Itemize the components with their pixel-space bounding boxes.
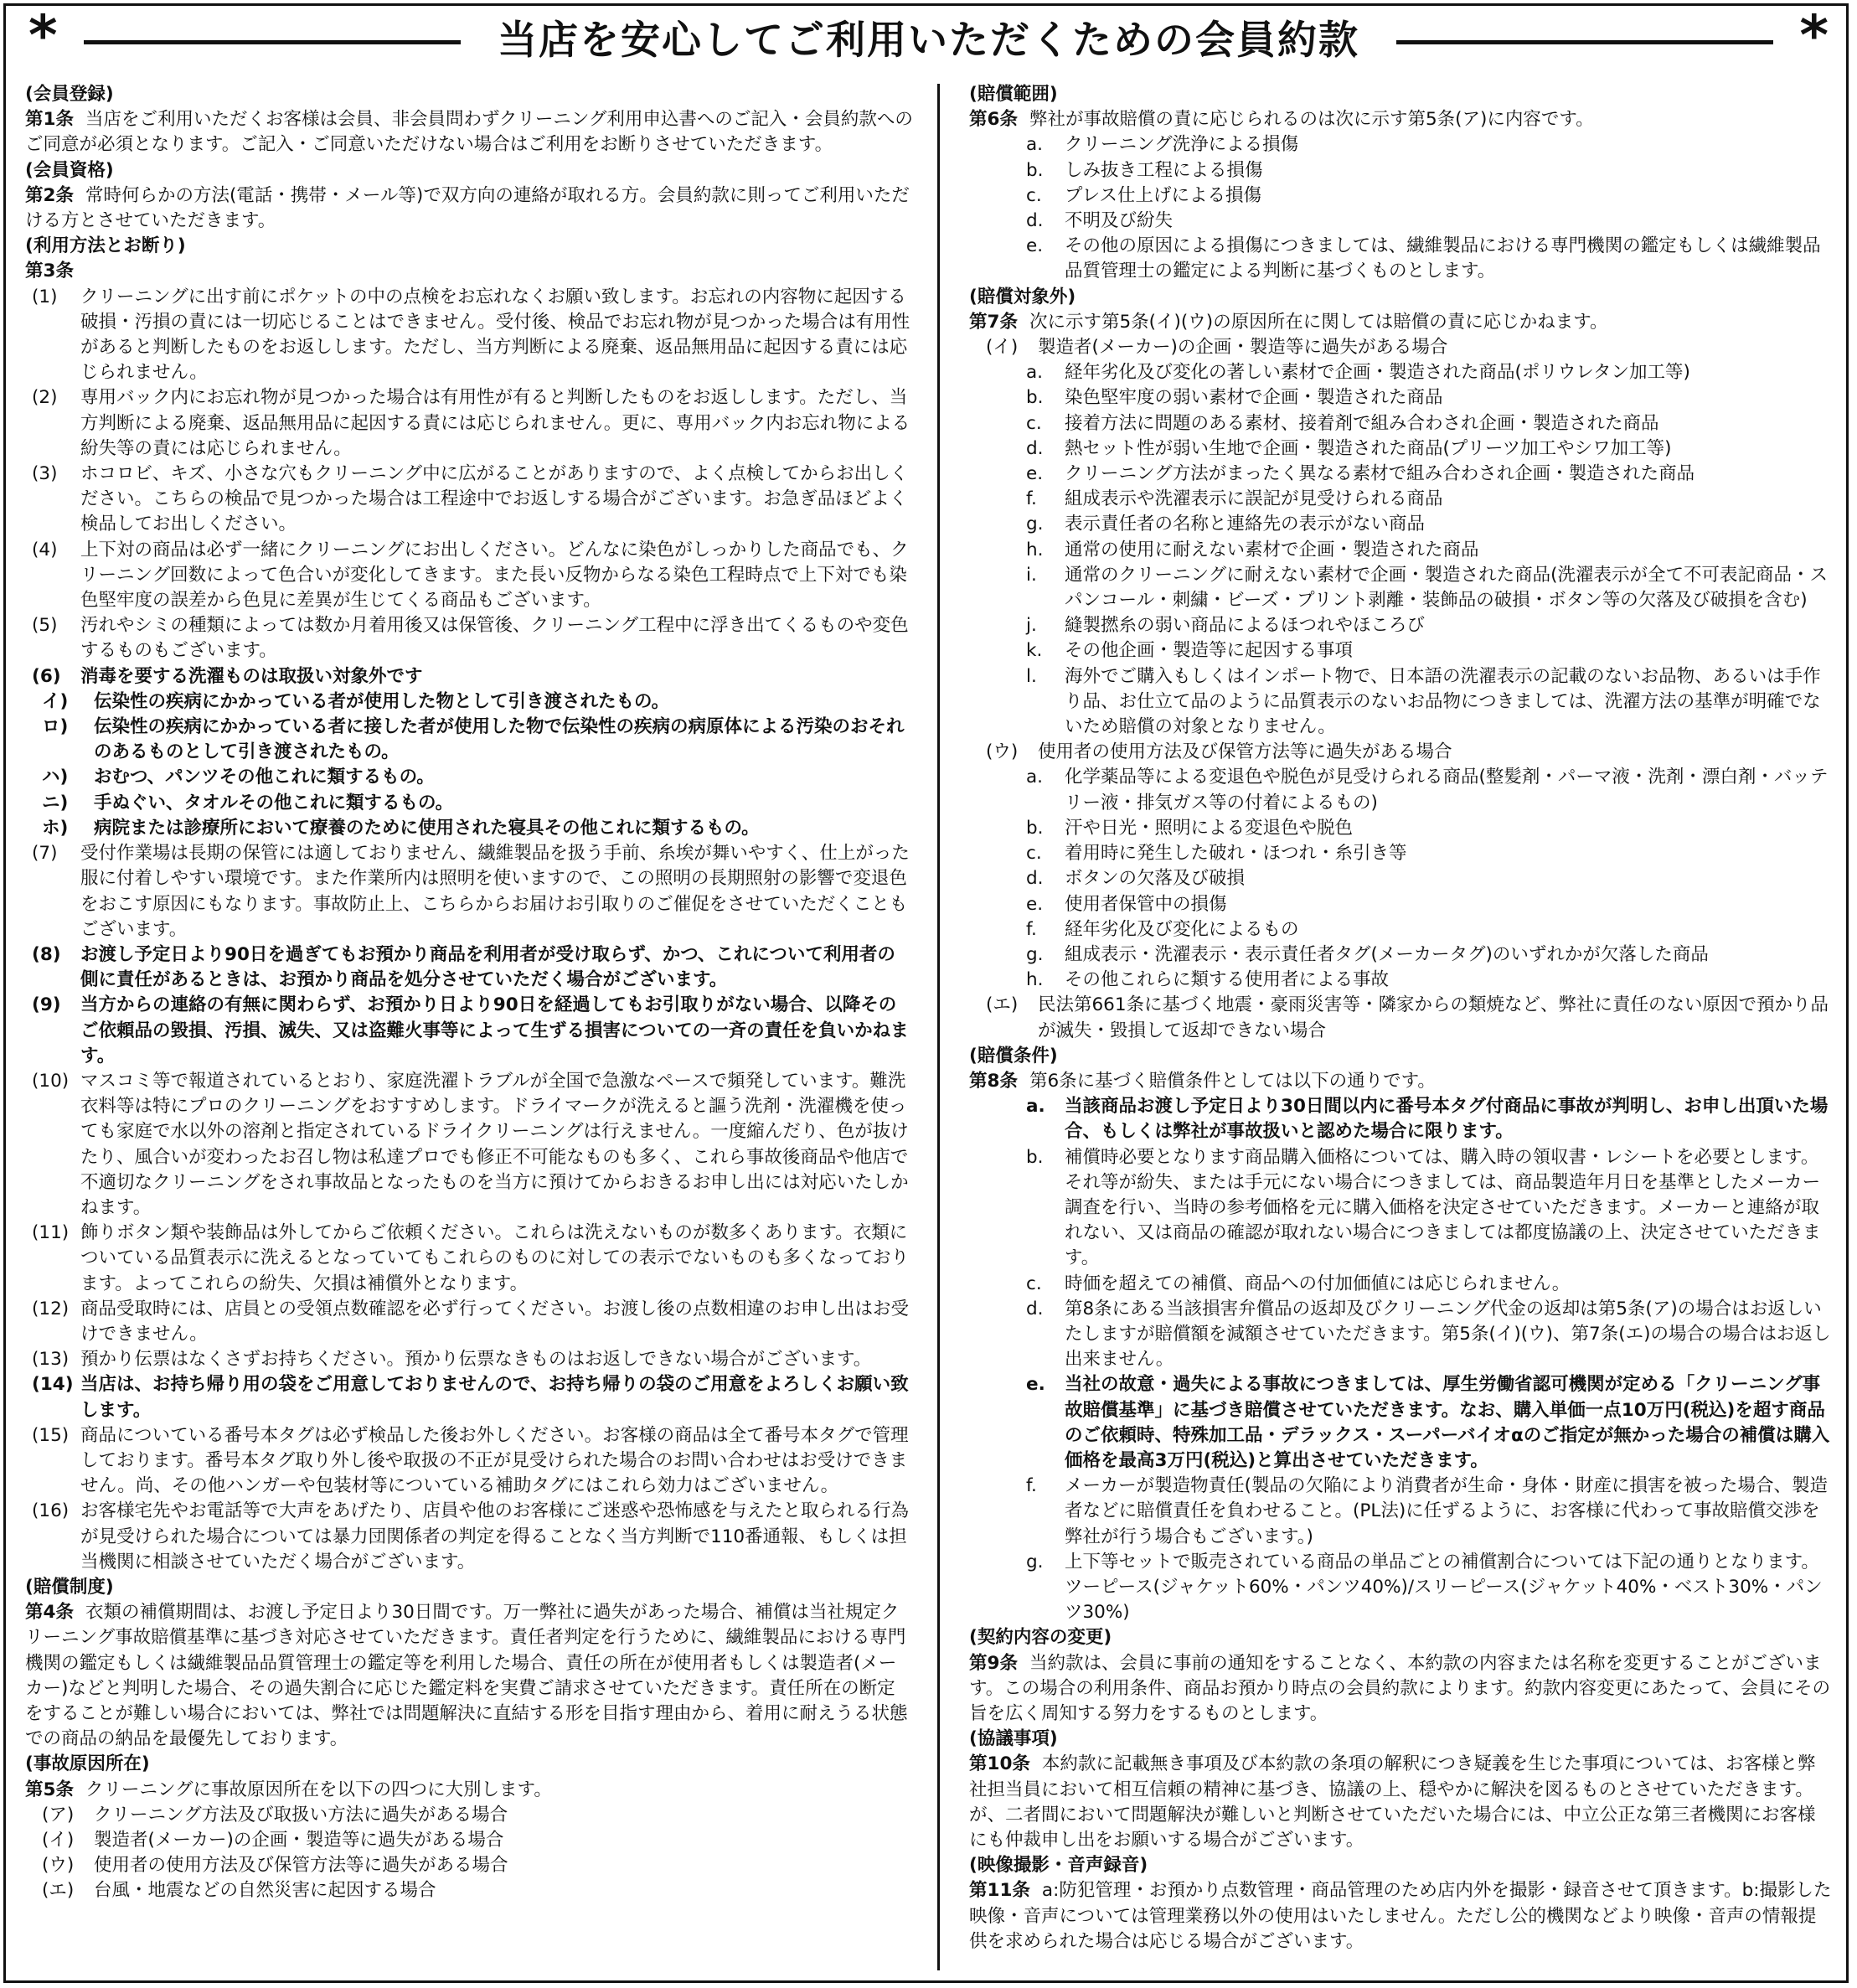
item-text: 病院または診療所において療養のために使用された寝具その他これに類するもの。: [94, 817, 760, 839]
item-marker: (11): [32, 1222, 70, 1244]
list-item: [25, 385, 913, 462]
list-item: [969, 1474, 1832, 1550]
list-item: [969, 1272, 1832, 1297]
item-marker: イ): [42, 690, 69, 712]
item-marker: h.: [1026, 539, 1044, 560]
article-label: 第8条: [969, 1070, 1018, 1092]
cause-item: [25, 1878, 913, 1903]
item-marker: (14): [32, 1374, 74, 1396]
article-text: 本約款に記載無き事項及び本約款の条項の解釈につき疑義を生じた事項については、お客様と弊社担当員において相互信頼の精神に基づき、協議の上、穏やかに解決を図るものとさせていただきます。が、二者間において問題解決が難しいと判断させていただいた場合には、中立公正な第三者機関にお客様にも仲裁申し出をお願いする場合がございます。: [969, 1753, 1816, 1851]
item-marker: (4): [32, 539, 58, 560]
item-text: 使用者の使用方法及び保管方法等に過失がある場合: [94, 1855, 508, 1877]
item-marker: a.: [1026, 767, 1044, 788]
list-item: [969, 638, 1832, 664]
article-text: 弊社が事故賠償の責に応じられるのは次に示す第5条(ア)に内容です。: [1029, 109, 1594, 131]
sub-list-item: [25, 765, 913, 790]
list-item: [969, 841, 1832, 866]
item-text: 組成表示・洗濯表示・表示責任者タグ(メーカータグ)のいずれかが欠落した商品: [1065, 943, 1709, 965]
item-text: 手ぬぐい、タオルその他これに類するもの。: [94, 792, 454, 813]
item-text: ボタンの欠落及び破損: [1065, 868, 1246, 890]
article-label: 第3条: [25, 261, 74, 282]
item-text: 海外でご購入もしくはインポート物で、日本語の洗濯表示の記載のないお品物、あるいは手作り品、お仕立て品のように品質表示のないお品物につきましては、洗濯方法の基準が明確でないため賠償の対象となりません。: [1065, 665, 1821, 738]
section-heading: (事故原因所在): [25, 1753, 150, 1775]
item-text: 時価を超えての補償、商品への付加価値には応じられません。: [1065, 1273, 1571, 1294]
item-text: 不明及び紛失: [1065, 210, 1174, 232]
item-marker: c.: [1026, 184, 1042, 206]
section-heading: (賠償対象外): [969, 286, 1076, 307]
section-heading: (賠償範囲): [969, 84, 1058, 105]
item-text: 商品受取時には、店員との受領点数確認を必ず行ってください。お渡し後の点数相違のお申し出はお受けできません。: [80, 1298, 910, 1345]
list-item: [969, 765, 1832, 815]
section-heading: (賠償条件): [969, 1045, 1058, 1066]
group-heading: [969, 335, 1832, 360]
list-item: [25, 664, 913, 689]
item-text: 製造者(メーカー)の企画・製造等に過失がある場合: [94, 1830, 504, 1851]
item-text: 上下対の商品は必ず一緒にクリーニングにお出しください。どんなに染色がしっかりした商品でも、クリーニング回数によって色合いが変化してきます。また長い反物からなる染色工程時点で上下対でも染色堅牢度の誤差から色見に差異が生じてくる商品もございます。: [80, 539, 909, 612]
item-marker: (16): [32, 1500, 70, 1522]
cause-item: [25, 1853, 913, 1878]
section-heading: (映像撮影・音声録音): [969, 1855, 1148, 1877]
sub-list-item: [25, 715, 913, 765]
header-rule-right: [1396, 40, 1773, 44]
sub-list-item: [25, 689, 913, 715]
item-text: 台風・地震などの自然災害に起因する場合: [94, 1880, 436, 1902]
article-text: 衣類の補償期間は、お渡し予定日より30日間です。万一弊社に過失があった場合、補償は当社規定クリーニング事故賠償基準に基づき対応させていただきます。責任者判定を行うために、繊維製品における専門機関の鑑定もしくは繊維製品品質管理士の鑑定等を利用した場合、責任の所在が使用者もしくは製造者(メーカー)などと判明した場合、その過失割合に応じた鑑定料を実費ご請求させていただきます。責任所在の断定をすることが難しい場合においては、弊社では問題解決に直結する形を目指す理由から、着用に耐えうる状態での商品の納品を最優先しております。: [25, 1602, 908, 1750]
item-text: その他これらに類する使用者による事故: [1065, 969, 1390, 991]
item-marker: (1): [32, 286, 58, 307]
list-item: [25, 613, 913, 664]
article-label: 第5条: [25, 1779, 74, 1800]
list-item: [969, 1297, 1832, 1373]
list-item: [25, 1297, 913, 1347]
article-label: 第4条: [25, 1602, 74, 1624]
article-11: [969, 1878, 1832, 1954]
item-text: 表示責任者の名称と連絡先の表示がない商品: [1065, 514, 1426, 535]
item-marker: d.: [1026, 1298, 1044, 1319]
item-marker: k.: [1026, 640, 1043, 662]
list-item: [969, 385, 1832, 411]
item-text: 使用者の使用方法及び保管方法等に過失がある場合: [1038, 741, 1452, 763]
article-text: a:防犯管理・お預かり点数管理・商品管理のため店内外を撮影・録音させて頂きます。b:撮影した映像・音声については管理業務以外の使用はいたしません。ただし公的機関などより映像・音声の情報提供を求められた場合は応じる場合がございます。: [969, 1880, 1832, 1952]
article-4: [25, 1600, 913, 1752]
item-marker: d.: [1026, 210, 1044, 232]
item-text: 預かり伝票はなくさずお持ちください。預かり伝票なきものはお返しできない場合がございます。: [80, 1349, 872, 1371]
item-marker: (15): [32, 1424, 70, 1446]
item-marker: (ウ): [42, 1855, 75, 1877]
item-text: 経年劣化及び変化の著しい素材で企画・製造された商品(ポリウレタン加工等): [1065, 362, 1690, 384]
list-item: [969, 1550, 1832, 1626]
article-text: 第6条に基づく賠償条件としては以下の通りです。: [1029, 1070, 1436, 1092]
list-item: [25, 462, 913, 538]
sub-list-item: [25, 791, 913, 816]
item-marker: (3): [32, 463, 58, 485]
item-marker: f.: [1026, 1475, 1037, 1497]
item-text: お渡し予定日より90日を過ぎてもお預かり商品を利用者が受け取らず、かつ、これについて利用者の側に責任があるときは、お預かり商品を処分させていただく場合がございます。: [80, 943, 895, 991]
item-marker: (8): [32, 943, 61, 965]
item-text: 通常の使用に耐えない素材で企画・製造された商品: [1065, 539, 1479, 560]
cause-item: [25, 1803, 913, 1828]
item-marker: (ア): [42, 1804, 75, 1825]
list-item: [969, 512, 1832, 537]
article-6: [969, 107, 1832, 132]
item-marker: a.: [1026, 134, 1044, 156]
item-text: クリーニング方法及び取扱い方法に過失がある場合: [94, 1804, 508, 1825]
list-item: [25, 942, 913, 993]
list-item: [969, 234, 1832, 284]
item-text: クリーニング洗浄による損傷: [1065, 134, 1299, 156]
list-item: [969, 183, 1832, 209]
list-item: [969, 360, 1832, 385]
item-marker: i.: [1026, 564, 1037, 586]
article-1: [25, 107, 913, 157]
item-marker: b.: [1026, 159, 1044, 181]
item-marker: c.: [1026, 843, 1042, 865]
item-text: 受付作業場は長期の保管には適しておりません、繊維製品を扱う手前、糸埃が舞いやすく、仕上がった服に付着しやすい環境です。また作業所内は照明を使いますので、この照明の長期照射の影響で変退色をおこす原因にもなります。事故防止上、こちらからお届けお引取りのご催促をさせていただくこともございます。: [80, 843, 910, 940]
item-marker: (エ): [42, 1880, 75, 1902]
article-7: [969, 310, 1832, 335]
list-item: [969, 664, 1832, 741]
item-marker: ハ): [42, 767, 69, 788]
article-label: 第2条: [25, 184, 74, 206]
item-text: 化学薬品等による変退色や脱色が見受けられる商品(整髪剤・パーマ液・洗剤・漂白剤・バッテリー液・排気ガス等の付着によるもの): [1065, 767, 1829, 813]
article-3: [25, 259, 913, 284]
list-item: [969, 436, 1832, 462]
item-text: 縫製撚糸の弱い商品によるほつれやほころび: [1065, 615, 1426, 637]
list-item: [969, 968, 1832, 993]
item-text: メーカーが製造物責任(製品の欠陥により消費者が生命・身体・財産に損害を被った場合、製造者などに賠償責任を負わせること。(PL法)に任ずるように、お客様に代わって事故賠償交渉を弊社が行う場合もございます。): [1065, 1475, 1828, 1547]
article-8: [969, 1069, 1832, 1094]
list-item: [25, 1347, 913, 1372]
item-marker: b.: [1026, 387, 1044, 409]
list-item: [25, 841, 913, 942]
article-label: 第9条: [969, 1652, 1018, 1674]
group-heading: [969, 993, 1832, 1043]
item-marker: ニ): [42, 792, 69, 813]
list-item: [969, 411, 1832, 436]
item-text: しみ抜き工程による損傷: [1065, 159, 1263, 181]
item-marker: (10): [32, 1070, 70, 1092]
item-text: お客様宅先やお電話等で大声をあげたり、店員や他のお客様にご迷惑や恐怖感を与えたと取られる行為が見受けられた場合については暴力団関係者の判定を得ることなく当方判断で110番通報、もしくは担当機関に相談させていただく場合がございます。: [80, 1500, 910, 1572]
article-10: [969, 1752, 1832, 1853]
list-item: [969, 866, 1832, 891]
cause-item: [25, 1828, 913, 1853]
item-marker: f.: [1026, 918, 1037, 940]
item-marker: j.: [1026, 615, 1037, 637]
item-text: 商品についている番号本タグは必ず検品した後お外しください。お客様の商品は全て番号本タグで管理しております。番号本タグ取り外し後や取扱の不正が見受けられた場合のお問い合わせはお受けできません。尚、その他ハンガーや包装材等についている補助タグにはこれら効力はございません。: [80, 1424, 909, 1497]
section-heading: (会員資格): [25, 159, 114, 181]
right-column: [969, 82, 1832, 1954]
section-heading: (契約内容の変更): [969, 1627, 1112, 1649]
item-marker: (7): [32, 843, 58, 865]
item-text: 補償時必要となります商品購入価格については、購入時の領収書・レシートを必要とします。それ等が紛失、または手元にない場合につきましては、商品製造年月日を基準としたメーカー調査を行い、当時の参考価格を元に購入価格を決定させていただきます。メーカーと連絡が取れない、又は商品の確認が取れない場合につきましては都度協議の上、決定させていただきます。: [1065, 1146, 1821, 1269]
list-item: [969, 613, 1832, 638]
article-label: 第11条: [969, 1880, 1030, 1902]
item-text: 熱セット性が弱い生地で企画・製造された商品(プリーツ加工やシワ加工等): [1065, 437, 1672, 459]
item-marker: (ウ): [986, 741, 1019, 763]
item-text: その他企画・製造等に起因する事項: [1065, 640, 1354, 662]
item-marker: e.: [1026, 893, 1044, 915]
item-text: 消毒を要する洗濯ものは取扱い対象外です: [80, 665, 423, 687]
item-text: 当社の故意・過失による事故につきましては、厚生労働省認可機関が定める「クリーニング事故賠償基準」に基づき賠償させていただきます。なお、購入単価一点10万円(税込)を超す商品のご依頼時、特殊加工品・デラックス・スーパーバイオαのご指定が無かった場合の補償は購入価格を最高3万円(税込)と算出させていただきます。: [1065, 1374, 1830, 1471]
item-text: 組成表示や洗濯表示に誤記が見受けられる商品: [1065, 488, 1443, 510]
article-label: 第1条: [25, 109, 74, 131]
item-marker: e.: [1026, 235, 1044, 257]
item-text: 経年劣化及び変化によるもの: [1065, 918, 1299, 940]
list-item: [969, 487, 1832, 512]
item-text: プレス仕上げによる損傷: [1065, 184, 1261, 206]
item-text: マスコミ等で報道されているとおり、家庭洗濯トラブルが全国で急激なペースで頻発しています。難洗衣料等は特にプロのクリーニングをおすすめします。ドライマークが洗えると謳う洗剤・洗濯機を使っても家庭で水以外の溶剤と指定されているドライクリーニングは行えません。一度縮んだり、色が抜けたり、風合いが変わったお召し物は私達プロでも修正不可能なものも多く、これら事故後商品や他店で不適切なクリーニングをされ事故品となったものを当方に預けてからおきるお申し出には対応いたしかねます。: [80, 1070, 909, 1218]
item-text: 伝染性の疾病にかかっている者に接した者が使用した物で伝染性の疾病の病原体による汚染のおそれのあるものとして引き渡されたもの。: [94, 716, 905, 763]
article-text: 次に示す第5条(イ)(ウ)の原因所在に関しては賠償の責に応じかねます。: [1029, 311, 1608, 333]
item-marker: (エ): [986, 994, 1019, 1016]
item-text: 民法第661条に基づく地震・豪雨災害等・隣家からの類焼など、弊社に責任のない原因で預かり品が滅失・毀損して返却できない場合: [1038, 994, 1829, 1041]
asterisk-right-icon: *: [1799, 3, 1829, 68]
list-item: [969, 538, 1832, 563]
item-marker: (5): [32, 615, 58, 637]
article-label: 第7条: [969, 311, 1018, 333]
item-marker: e.: [1026, 1374, 1045, 1396]
article-label: 第6条: [969, 109, 1018, 131]
item-marker: e.: [1026, 463, 1044, 485]
item-marker: a.: [1026, 362, 1044, 384]
article-2: [25, 183, 913, 234]
list-item: [25, 1423, 913, 1500]
item-text: 第8条にある当該損害弁償品の返却及びクリーニング代金の返却は第5条(ア)の場合はお返しいたしますが賠償額を減額させていただきます。第5条(イ)(ウ)、第7条(エ)の場合の場合はお返し出来ません。: [1065, 1298, 1831, 1371]
item-text: おむつ、パンツその他これに類するもの。: [94, 767, 435, 788]
item-text: 当店は、お持ち帰り用の袋をご用意しておりませんので、お持ち帰りの袋のご用意をよろしくお願い致します。: [80, 1374, 909, 1421]
item-text: 使用者保管中の損傷: [1065, 893, 1227, 915]
list-item: [969, 917, 1832, 942]
item-marker: (イ): [42, 1830, 75, 1851]
item-text: 汚れやシミの種類によっては数か月着用後又は保管後、クリーニング工程中に浮き出てくるものや変色するものもございます。: [80, 615, 909, 662]
list-item: [969, 462, 1832, 487]
document-header: [17, 3, 1840, 70]
item-text: 専用バック内にお忘れ物が見つかった場合は有用性が有ると判断したものをお返しします。ただし、当方判断による廃棄、返品無用品に起因する責には応じられません。更に、専用バック内お忘れ物による紛失等の責には応じられません。: [80, 387, 910, 459]
list-item: [969, 1372, 1832, 1474]
item-marker: (9): [32, 994, 61, 1016]
item-text: 上下等セットで販売されている商品の単品ごとの補償割合については下記の通りとなります。ツーピース(ジャケット60%・パンツ40%)/スリーピース(ジャケット40%・ベスト30%・パンツ30%): [1065, 1551, 1823, 1624]
item-marker: a.: [1026, 1096, 1045, 1118]
section-heading: (利用方法とお断り): [25, 235, 186, 257]
item-text: 通常のクリーニングに耐えない素材で企画・製造された商品(洗濯表示が全て不可表記商品・スパンコール・刺繍・ビーズ・プリント剥離・装飾品の破損・ボタン等の欠落及び破損を含む): [1065, 564, 1828, 612]
section-heading: (協議事項): [969, 1728, 1058, 1750]
list-item: [25, 285, 913, 386]
item-text: 接着方法に問題のある素材、接着剤で組み合わされ企画・製造された商品: [1065, 412, 1659, 434]
header-rule-left: [84, 40, 461, 44]
article-5: [25, 1778, 913, 1803]
item-text: その他の原因による損傷につきましては、繊維製品における専門機関の鑑定もしくは繊維製品品質管理士の鑑定による判断に基づくものとします。: [1065, 235, 1821, 282]
asterisk-left-icon: *: [28, 3, 58, 68]
item-marker: (2): [32, 387, 58, 409]
section-heading: (会員登録): [25, 84, 114, 105]
list-item: [969, 209, 1832, 234]
item-marker: g.: [1026, 943, 1044, 965]
column-divider: [937, 84, 940, 1970]
list-item: [969, 1145, 1832, 1272]
item-text: 当方からの連絡の有無に関わらず、お預かり日より90日を経過してもお引取りがない場合、以降そのご依頼品の毀損、汚損、滅失、又は盗難火事等によって生ずる損害についての一斉の責任を負いかねます。: [80, 994, 909, 1066]
list-item: [969, 942, 1832, 968]
item-marker: ロ): [42, 716, 69, 738]
list-item: [25, 538, 913, 614]
item-text: 製造者(メーカー)の企画・製造等に過失がある場合: [1038, 337, 1448, 359]
article-text: 当店をご利用いただくお客様は会員、非会員問わずクリーニング利用申込書へのご記入・会員約款へのご同意が必須となります。ご記入・ご同意いただけない場合はご利用をお断りさせていただきます。: [25, 109, 913, 156]
list-item: [969, 158, 1832, 183]
item-marker: (6): [32, 665, 61, 687]
item-text: 飾りボタン類や装飾品は外してからご依頼ください。これらは洗えないものが数多くあります。衣類についている品質表示に洗えるとなっていてもこれらのものに対しての表示でないものも多くなっております。よってこれらの紛失、欠損は補償外となります。: [80, 1222, 910, 1294]
item-marker: (イ): [986, 337, 1019, 359]
list-item: [25, 1221, 913, 1297]
item-marker: d.: [1026, 868, 1044, 890]
item-marker: b.: [1026, 1146, 1044, 1168]
item-marker: ホ): [42, 817, 69, 839]
list-item: [25, 1372, 913, 1423]
list-item: [25, 1069, 913, 1221]
article-text: 常時何らかの方法(電話・携帯・メール等)で双方向の連絡が取れる方。会員約款に則ってご利用いただける方とさせていただきます。: [25, 184, 910, 232]
article-text: 当約款は、会員に事前の通知をすることなく、本約款の内容または名称を変更することがございます。この場合の利用条件、商品お預かり時点の会員約款によります。約款内容変更にあたって、会員にその旨を広く周知する努力をするものとします。: [969, 1652, 1831, 1724]
item-marker: b.: [1026, 817, 1044, 839]
list-item: [969, 816, 1832, 841]
item-marker: g.: [1026, 514, 1044, 535]
item-marker: d.: [1026, 437, 1044, 459]
item-text: クリーニングに出す前にポケットの中の点検をお忘れなくお願い致します。お忘れの内容物に起因する破損・汚損の責には一切応じることはできません。受付後、検品でお忘れ物が見つかった場合は有用性があると判断したものをお返しします。ただし、当方判断による廃棄、返品無用品に起因する責には応じられません。: [80, 286, 910, 384]
item-text: 汗や日光・照明による変退色や脱色: [1065, 817, 1354, 839]
list-item: [969, 892, 1832, 917]
item-marker: f.: [1026, 488, 1037, 510]
item-marker: (13): [32, 1349, 70, 1371]
section-heading: (賠償制度): [25, 1576, 114, 1598]
article-text: クリーニングに事故原因所在を以下の四つに大別します。: [85, 1779, 552, 1800]
item-text: クリーニング方法がまったく異なる素材で組み合わされ企画・製造された商品: [1065, 463, 1695, 485]
item-marker: h.: [1026, 969, 1044, 991]
list-item: [969, 132, 1832, 157]
list-item: [25, 993, 913, 1069]
page-title: 当店を安心してご利用いただくための会員約款: [498, 18, 1359, 64]
list-item: [25, 1499, 913, 1575]
item-text: 伝染性の疾病にかかっている者が使用した物として引き渡されたもの。: [94, 690, 670, 712]
left-column: [25, 82, 913, 1904]
item-text: 着用時に発生した破れ・ほつれ・糸引き等: [1065, 843, 1407, 865]
item-text: 当該商品お渡し予定日より30日間以内に番号本タグ付商品に事故が判明し、お申し出頂いた場合、もしくは弊社が事故扱いと認めた場合に限ります。: [1065, 1096, 1829, 1143]
item-marker: g.: [1026, 1551, 1044, 1572]
item-marker: l.: [1026, 665, 1037, 687]
group-heading: [969, 740, 1832, 765]
list-item: [969, 1094, 1832, 1144]
sub-list-item: [25, 816, 913, 841]
list-item: [969, 563, 1832, 613]
article-label: 第10条: [969, 1753, 1030, 1775]
item-text: ホコロビ、キズ、小さな穴もクリーニング中に広がることがありますので、よく点検してからお出しください。こちらの検品で見つかった場合は工程途中でお返しする場合がございます。お急ぎ品ほどよく検品してお出しください。: [80, 463, 909, 535]
item-marker: c.: [1026, 412, 1042, 434]
article-9: [969, 1651, 1832, 1727]
item-marker: (12): [32, 1298, 70, 1319]
item-marker: c.: [1026, 1273, 1042, 1294]
item-text: 染色堅牢度の弱い素材で企画・製造された商品: [1065, 387, 1443, 409]
